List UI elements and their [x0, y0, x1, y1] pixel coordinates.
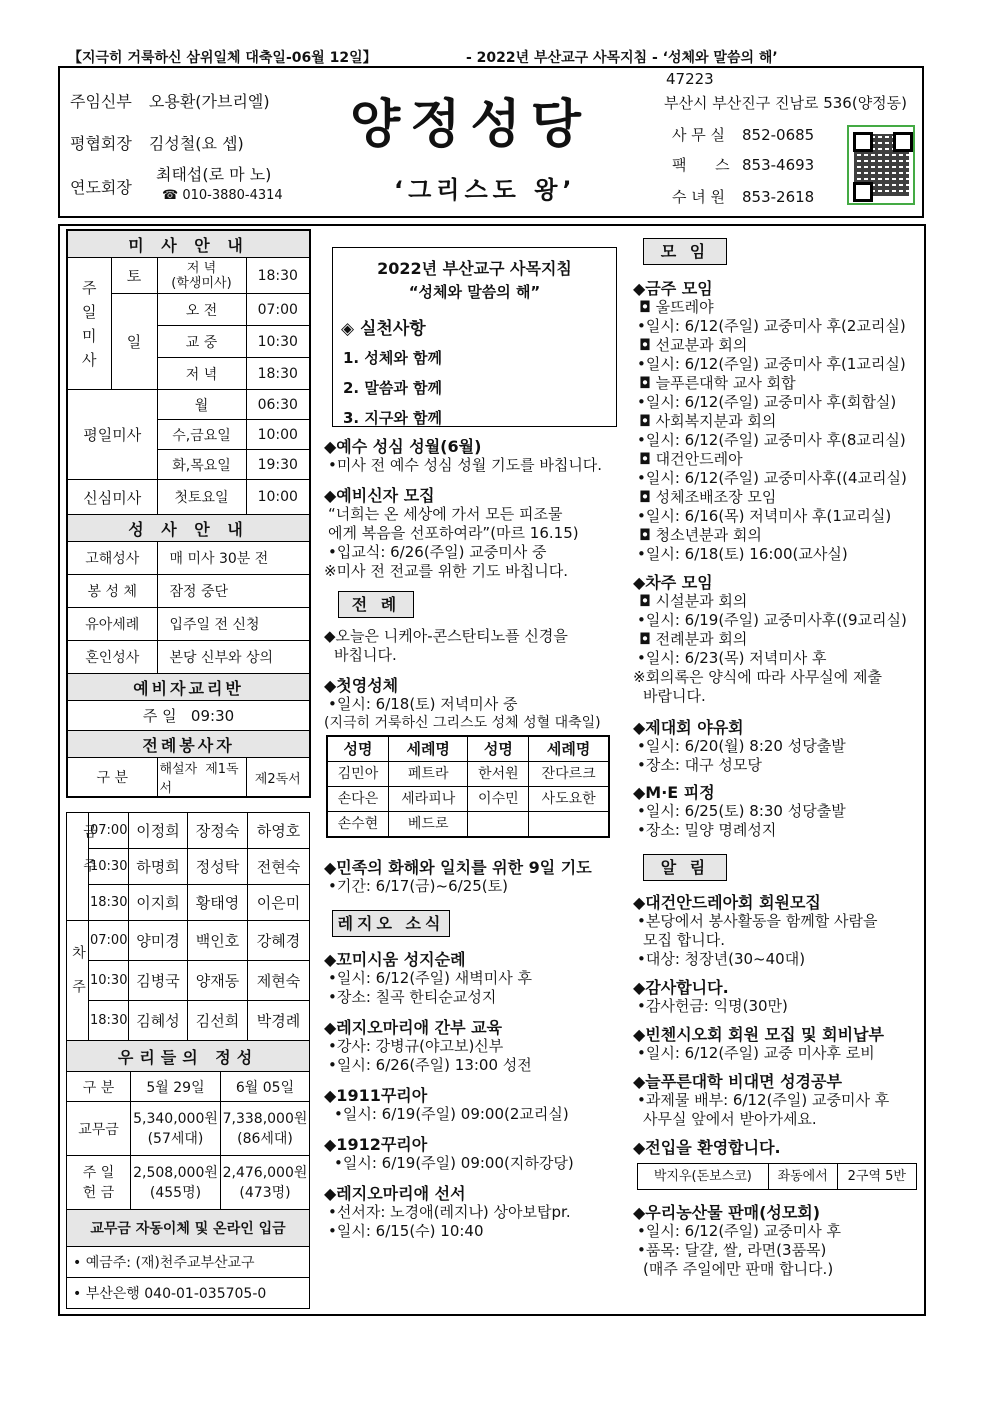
- contact-office: [672, 124, 814, 145]
- meeting-time: •일시: 6/12(주일) 교중미사 후(2교리실): [637, 317, 906, 335]
- meeting-time: •일시: 6/12(주일) 교중미사 후(회합실): [637, 393, 897, 411]
- qr-code-icon[interactable]: [847, 125, 915, 205]
- this-week-meetings-heading: ◆금주 모임: [633, 279, 713, 298]
- guide-subtitle: “성체와 말씀의 해”: [408, 283, 541, 301]
- mass-label: 오 전: [157, 294, 246, 326]
- guide-item: 2. 말씀과 함께: [343, 379, 443, 397]
- notice-text: 사무실 앞에서 받아가세요.: [643, 1110, 817, 1128]
- role-label: 평협회장: [70, 134, 132, 153]
- legio-heading: ◆꼬미시움 성지순례: [324, 950, 466, 969]
- notice-text: •일시: 6/12(주일) 교중미사 후: [637, 1222, 842, 1240]
- fc-cell: 손다은: [327, 787, 388, 812]
- mass-time: 18:30: [246, 358, 310, 390]
- sacrament-label: 고해성사: [67, 542, 157, 575]
- reader-1: 김선희: [188, 1001, 248, 1041]
- fc-cell: 잔다르크: [529, 762, 609, 787]
- notice-text: •감사헌금: 익명(30만): [637, 997, 788, 1015]
- masthead: [58, 66, 924, 218]
- meeting-name: ◘ 전례분과 회의: [639, 630, 748, 648]
- legio-text: •장소: 칠곡 한티순교성지: [328, 988, 497, 1006]
- fc-head: 성명: [327, 736, 388, 762]
- meeting-time: •일시: 6/23(목) 저녁미사 후: [637, 649, 827, 667]
- minutes-note: 바랍니다.: [643, 687, 706, 705]
- parish-patron: ‘그리스도 왕’: [394, 176, 577, 204]
- role-label-yeondo: 연도회장: [70, 178, 132, 197]
- offering-head: 6월 05일: [221, 1072, 310, 1102]
- legio-text: •선서자: 노경애(레지나) 상아보탑pr.: [328, 1203, 571, 1221]
- meeting-time: •일시: 6/12(주일) 교중미사후((4교리실): [637, 469, 907, 487]
- saturday-mass-time: 18:30: [246, 258, 310, 294]
- legio-text: •강사: 강병규(야고보)신부: [328, 1037, 504, 1055]
- welcome-from: 좌동에서: [768, 1164, 837, 1190]
- notice-text: •품목: 달걀, 쌀, 라면(3품목): [637, 1241, 827, 1259]
- notice-text: (매주 주일에만 판매 합니다.): [643, 1260, 834, 1278]
- notice-heading: ◆우리농산물 판매(성모회): [633, 1203, 821, 1222]
- legio-text: •일시: 6/26(주일) 13:00 성전: [328, 1056, 532, 1074]
- first-communion-table: [326, 735, 610, 838]
- outing-text: •일시: 6/20(월) 8:20 성당출발: [637, 737, 846, 755]
- sacrament-label: 유아세례: [67, 608, 157, 641]
- offering-label: 교무금: [67, 1102, 131, 1156]
- legio-heading: ◆레지오마리애 선서: [324, 1184, 466, 1203]
- liturgy-head: 해설자 제1독서: [157, 758, 246, 798]
- legio-text: •일시: 6/19(주일) 09:00(2교리실): [334, 1105, 569, 1123]
- notice-text: 모집 합니다.: [643, 931, 725, 949]
- mass-time: 10:00: [246, 420, 310, 450]
- catechumen-title: 예비자교리반: [67, 674, 310, 701]
- me-retreat-text: •장소: 밀양 명례성지: [637, 821, 777, 839]
- liturgy-time: 18:30: [89, 885, 129, 921]
- sacrament-label: 봉 성 체: [67, 575, 157, 608]
- sacrament-label: 혼인성사: [67, 641, 157, 674]
- welcome-district: 2구역 5반: [837, 1164, 916, 1190]
- notice-heading: ◆감사합니다.: [633, 978, 729, 997]
- pastoral-theme: - 2022년 부산교구 사목지침 - ‘성체와 말씀의 해’: [466, 50, 778, 66]
- liturgy-time: 18:30: [89, 1001, 129, 1041]
- commentator: 김혜성: [129, 1001, 188, 1041]
- novena-date: •기간: 6/17(금)~6/25(토): [328, 877, 508, 895]
- meeting-name: ◘ 대건안드레아: [639, 450, 743, 468]
- bank-owner: • 예금주: (재)천주교부산교구: [67, 1247, 310, 1278]
- next-week-meetings-heading: ◆차주 모임: [633, 573, 713, 592]
- fc-cell: 한서원: [468, 762, 529, 787]
- reader-2: 제현숙: [248, 961, 310, 1001]
- creed-text: 바칩니다.: [334, 646, 397, 664]
- novena-heading: ◆민족의 화해와 일치를 위한 9일 기도: [324, 858, 592, 877]
- reader-1: 정성탁: [188, 849, 248, 885]
- outing-text: •장소: 대구 성모당: [637, 756, 762, 774]
- mass-time: 19:30: [246, 450, 310, 480]
- fc-head: 성명: [468, 736, 529, 762]
- heart-text: •미사 전 예수 성심 성월 기도를 바칩니다.: [328, 456, 603, 474]
- sunday: 일: [111, 294, 157, 390]
- sacrament-value: 본당 신부와 상의: [157, 641, 310, 674]
- reader-2: 이은미: [248, 885, 310, 921]
- offering-value: 5,340,000원 (57세대): [131, 1102, 221, 1156]
- commentator: 이지희: [129, 885, 188, 921]
- liturgy-time: 10:30: [89, 849, 129, 885]
- liturgy-title: 전례봉사자: [67, 731, 310, 758]
- mass-time: 07:00: [246, 294, 310, 326]
- offering-value: 2,508,000원 (455명): [131, 1156, 221, 1210]
- legio-text: •일시: 6/15(수) 10:40: [328, 1222, 484, 1240]
- this-week-label: 금주: [67, 813, 89, 921]
- mass-label: 저 녁: [157, 358, 246, 390]
- liturgy-time: 07:00: [89, 813, 129, 849]
- notice-text: •과제물 배부: 6/12(주일) 교중미사 후: [637, 1091, 890, 1109]
- fc-head: 세례명: [388, 736, 468, 762]
- liturgy-time: 10:30: [89, 961, 129, 1001]
- offering-head: 구 분: [67, 1072, 131, 1102]
- mass-time: 10:30: [246, 326, 310, 358]
- guide-item: 3. 지구와 함께: [343, 409, 443, 427]
- fc-cell: [529, 812, 609, 838]
- role-council: [70, 131, 244, 154]
- legio-text: •일시: 6/19(주일) 09:00(지하강당): [334, 1154, 574, 1172]
- next-week-label: 차주: [67, 921, 89, 1041]
- sinsim-day: 첫토요일: [157, 480, 246, 515]
- contact-label: 사 무 실: [672, 126, 726, 144]
- mass-label: 교 중: [157, 326, 246, 358]
- guide-practice: ◈ 실천사항: [341, 319, 426, 339]
- bank-title: 교무금 자동이체 및 온라인 입금: [67, 1210, 310, 1247]
- contact-fax: [672, 154, 814, 175]
- first-communion-heading: ◆첫영성체: [324, 676, 399, 695]
- reader-1: 양재동: [188, 961, 248, 1001]
- mid-column: [324, 437, 624, 1241]
- sacrament-value: 입주일 전 신청: [157, 608, 310, 641]
- creed-text: ◆오늘은 니케아-콘스탄티노플 신경을: [324, 627, 568, 645]
- commentator: 김병국: [129, 961, 188, 1001]
- phone-number: ☎ 010-3880-4314: [162, 188, 283, 203]
- saturday-mass-label: 저 녁 (학생미사): [157, 258, 246, 294]
- reader-2: 전현숙: [248, 849, 310, 885]
- bank-account: • 부산은행 040-01-035705-0: [67, 1278, 310, 1309]
- catechumen-quote: 에게 복음을 선포하여라”(마르 16.15): [328, 524, 579, 542]
- mass-label: 수,금요일: [157, 420, 246, 450]
- role-label: 주임신부: [70, 92, 132, 111]
- liturgy-head: 구 분: [67, 758, 157, 798]
- mass-title: 미 사 안 내: [67, 230, 310, 258]
- meeting-name: ◘ 사회복지분과 회의: [639, 412, 777, 430]
- reader-1: 황태영: [188, 885, 248, 921]
- me-retreat-heading: ◆M·E 피정: [633, 783, 715, 802]
- schedule-table: [66, 229, 311, 798]
- pastoral-guide-box: [332, 247, 617, 427]
- minutes-note: ※회의록은 양식에 따라 사무실에 제출: [633, 668, 882, 686]
- sinsim-label: 신심미사: [67, 480, 157, 515]
- fc-cell: 김민아: [327, 762, 388, 787]
- role-pastor: [70, 89, 270, 112]
- meeting-tag: 모 임: [643, 238, 727, 265]
- sacrament-value: 매 미사 30분 전: [157, 542, 310, 575]
- notice-heading: ◆전입을 환영합니다.: [633, 1138, 781, 1157]
- contact-number: 853-2618: [742, 188, 815, 206]
- meeting-name: ◘ 선교분과 회의: [639, 336, 748, 354]
- fc-cell: [468, 812, 529, 838]
- fc-cell: 손수현: [327, 812, 388, 838]
- meeting-name: ◘ 청소년분과 회의: [639, 526, 762, 544]
- contact-number: 852-0685: [742, 126, 815, 144]
- heart-heading: ◆예수 성심 성월(6월): [324, 437, 482, 456]
- contact-number: 853-4693: [742, 156, 815, 174]
- meeting-name: ◘ 울뜨레야: [639, 298, 714, 316]
- mass-time: 06:30: [246, 390, 310, 420]
- reader-2: 박경례: [248, 1001, 310, 1041]
- mass-label: 월: [157, 390, 246, 420]
- guide-title: 2022년 부산교구 사목지침: [377, 259, 572, 278]
- fc-cell: 사도요한: [529, 787, 609, 812]
- legio-heading: ◆레지오마리애 간부 교육: [324, 1018, 503, 1037]
- meeting-time: •일시: 6/18(토) 16:00(교사실): [637, 545, 848, 563]
- right-column: [633, 238, 921, 1279]
- offering-head: 5월 29일: [131, 1072, 221, 1102]
- sacrament-title: 성 사 안 내: [67, 515, 310, 542]
- commentator: 양미경: [129, 921, 188, 961]
- notice-text: •대상: 청장년(30~40대): [637, 950, 806, 968]
- legio-text: •일시: 6/12(주일) 새벽미사 후: [328, 969, 533, 987]
- saturday: 토: [111, 258, 157, 294]
- outing-heading: ◆제대회 야유회: [633, 718, 744, 737]
- role-name-yeondo: 최태섭(로 마 노): [156, 165, 272, 184]
- legio-tag: 레지오 소식: [332, 910, 450, 937]
- mass-label: 화,목요일: [157, 450, 246, 480]
- meeting-name: ◘ 시설분과 회의: [639, 592, 748, 610]
- notice-tag: 알 림: [643, 854, 727, 881]
- offering-value: 7,338,000원 (86세대): [221, 1102, 310, 1156]
- guide-item: 1. 성체와 함께: [343, 349, 443, 367]
- liturgy-tag: 전 례: [338, 591, 414, 618]
- role-name: 김성철(요 셉): [148, 134, 244, 153]
- sinsim-time: 10:00: [246, 480, 310, 515]
- notice-heading: ◆빈첸시오회 회원 모집 및 회비납부: [633, 1025, 884, 1044]
- me-retreat-text: •일시: 6/25(토) 8:30 성당출발: [637, 802, 846, 820]
- next-week-meetings: [633, 592, 921, 668]
- fc-head: 세례명: [529, 736, 609, 762]
- fc-cell: 이수민: [468, 787, 529, 812]
- notice-text: •본당에서 봉사활동을 함께할 사람을: [637, 912, 878, 930]
- legio-heading: ◆1911꾸리아: [324, 1086, 428, 1105]
- welcome-name: 박지우(돈보스코): [638, 1164, 769, 1190]
- this-week-meetings: [633, 298, 921, 564]
- welcome-table: [637, 1163, 917, 1190]
- offering-title: 우리들의 정성: [67, 1041, 310, 1072]
- meeting-name: ◘ 늘푸른대학 교사 회합: [639, 374, 796, 392]
- offering-label: 주 일 헌 금: [67, 1156, 131, 1210]
- notice-heading: ◆대건안드레아회 회원모집: [633, 893, 821, 912]
- fc-cell: 베드로: [388, 812, 468, 838]
- notice-heading: ◆늘푸른대학 비대면 성경공부: [633, 1072, 842, 1091]
- catechumen-date: •입교식: 6/26(주일) 교중미사 중: [328, 543, 547, 561]
- meeting-time: •일시: 6/19(주일) 교중미사후((9교리실): [637, 611, 907, 629]
- contact-label: 수 녀 원: [672, 188, 726, 206]
- commentator: 이정희: [129, 813, 188, 849]
- catechumen-quote: “너희는 온 세상에 가서 모든 피조물: [328, 505, 563, 523]
- address: 부산시 부산진구 진남로 536(양정동): [664, 94, 908, 112]
- meeting-name: ◘ 성체조배조장 모임: [639, 488, 777, 506]
- offering-table: [66, 1040, 310, 1309]
- meeting-time: •일시: 6/16(목) 저녁미사 후(1교리실): [637, 507, 892, 525]
- fc-cell: 세라피나: [388, 787, 468, 812]
- notice-text: •일시: 6/12(주일) 교중 미사후 로비: [637, 1044, 875, 1062]
- reader-2: 하영호: [248, 813, 310, 849]
- offering-value: 2,476,000원 (473명): [221, 1156, 310, 1210]
- liturgy-servers-table: [66, 812, 310, 1041]
- reader-2: 강혜경: [248, 921, 310, 961]
- feast-title: 【지극히 거룩하신 삼위일체 대축일-06월 12일】: [68, 50, 377, 66]
- meeting-time: •일시: 6/12(주일) 교중미사 후(1교리실): [637, 355, 906, 373]
- liturgy-head: 제2독서: [246, 758, 310, 798]
- first-communion-feast: (지극히 거룩하신 그리스도 성체 성혈 대축일): [324, 715, 601, 731]
- contact-convent: [672, 186, 814, 207]
- sacrament-value: 잠정 중단: [157, 575, 310, 608]
- meeting-time: •일시: 6/12(주일) 교중미사 후(8교리실): [637, 431, 906, 449]
- parish-name: 양정성당: [350, 94, 591, 155]
- reader-1: 백인호: [188, 921, 248, 961]
- sunday-label: 주일미사: [67, 258, 111, 390]
- fc-cell: 페트라: [388, 762, 468, 787]
- weekday-label: 평일미사: [67, 390, 157, 480]
- catechumen-note: ※미사 전 전교를 위한 기도 바칩니다.: [324, 562, 569, 580]
- first-communion-date: •일시: 6/18(토) 저녁미사 중: [328, 695, 518, 713]
- reader-1: 장정숙: [188, 813, 248, 849]
- catechumen-heading: ◆예비신자 모집: [324, 486, 435, 505]
- commentator: 하명희: [129, 849, 188, 885]
- contact-label: 팩 스: [672, 156, 730, 174]
- legio-heading: ◆1912꾸리아: [324, 1135, 428, 1154]
- catechumen-time: 주 일 09:30: [67, 701, 310, 731]
- role-name: 오용환(가브리엘): [148, 92, 270, 111]
- zip-code: 47223: [666, 70, 714, 88]
- liturgy-time: 07:00: [89, 921, 129, 961]
